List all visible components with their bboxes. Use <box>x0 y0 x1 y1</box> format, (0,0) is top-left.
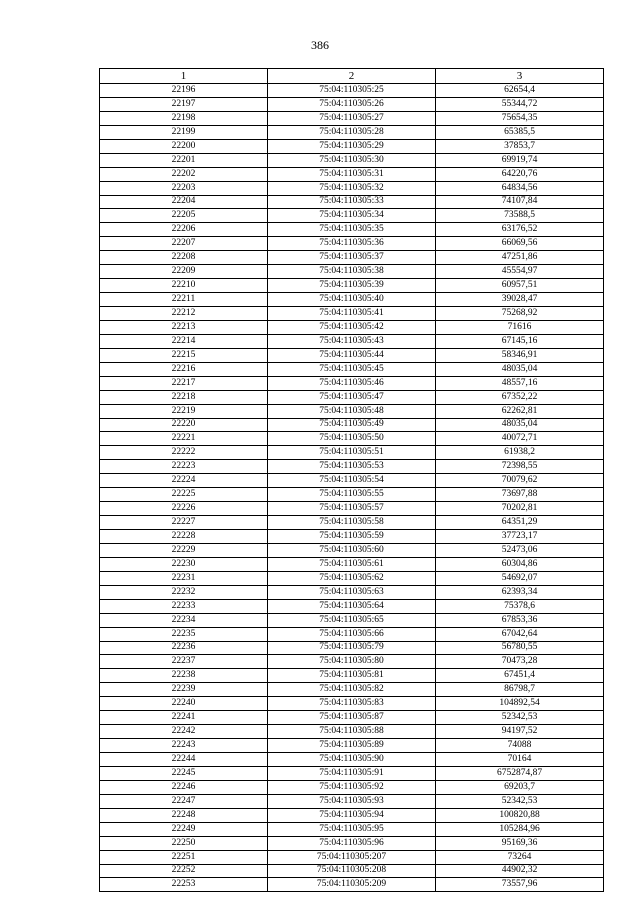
table-row <box>100 571 604 585</box>
row-number-cell: 22239 <box>100 683 268 697</box>
cadastral-number-cell: 75:04:110305:54 <box>268 474 436 488</box>
cadastral-number-cell: 75:04:110305:209 <box>268 878 436 892</box>
table-row <box>100 125 604 139</box>
row-number-cell: 22232 <box>100 585 268 599</box>
row-number-cell: 22214 <box>100 334 268 348</box>
table-row <box>100 878 604 892</box>
row-number-cell: 22210 <box>100 279 268 293</box>
value-cell: 60957,51 <box>436 279 604 293</box>
table-row <box>100 84 604 98</box>
value-cell: 74107,84 <box>436 195 604 209</box>
value-cell: 52473,06 <box>436 543 604 557</box>
cadastral-number-cell: 75:04:110305:90 <box>268 753 436 767</box>
value-cell: 62393,34 <box>436 585 604 599</box>
row-number-cell: 22205 <box>100 209 268 223</box>
cadastral-number-cell: 75:04:110305:48 <box>268 404 436 418</box>
table-header <box>100 69 604 84</box>
table-row <box>100 111 604 125</box>
value-cell: 64351,29 <box>436 516 604 530</box>
cadastral-number-cell: 75:04:110305:39 <box>268 279 436 293</box>
cadastral-number-cell: 75:04:110305:59 <box>268 530 436 544</box>
table-row <box>100 697 604 711</box>
row-number-cell: 22225 <box>100 488 268 502</box>
row-number-cell: 22221 <box>100 432 268 446</box>
cadastral-number-cell: 75:04:110305:92 <box>268 780 436 794</box>
table-row <box>100 348 604 362</box>
table-body <box>100 84 604 892</box>
table-row <box>100 320 604 334</box>
value-cell: 37723,17 <box>436 530 604 544</box>
value-cell: 105284,96 <box>436 822 604 836</box>
cadastral-number-cell: 75:04:110305:45 <box>268 362 436 376</box>
value-cell: 62654,4 <box>436 84 604 98</box>
cadastral-number-cell: 75:04:110305:83 <box>268 697 436 711</box>
value-cell: 64220,76 <box>436 167 604 181</box>
row-number-cell: 22249 <box>100 822 268 836</box>
page-number: 386 <box>311 38 329 52</box>
row-number-cell: 22253 <box>100 878 268 892</box>
table-row <box>100 446 604 460</box>
row-number-cell: 22248 <box>100 808 268 822</box>
cadastral-number-cell: 75:04:110305:96 <box>268 836 436 850</box>
cadastral-number-cell: 75:04:110305:32 <box>268 181 436 195</box>
table-row <box>100 655 604 669</box>
cadastral-number-cell: 75:04:110305:42 <box>268 320 436 334</box>
table-row <box>100 753 604 767</box>
table-row <box>100 362 604 376</box>
row-number-cell: 22242 <box>100 725 268 739</box>
row-number-cell: 22207 <box>100 237 268 251</box>
row-number-cell: 22228 <box>100 530 268 544</box>
cadastral-number-cell: 75:04:110305:35 <box>268 223 436 237</box>
value-cell: 48035,04 <box>436 362 604 376</box>
table-row <box>100 669 604 683</box>
value-cell: 69919,74 <box>436 153 604 167</box>
value-cell: 48557,16 <box>436 376 604 390</box>
value-cell: 58346,91 <box>436 348 604 362</box>
value-cell: 40072,71 <box>436 432 604 446</box>
value-cell: 65385,5 <box>436 125 604 139</box>
row-number-cell: 22237 <box>100 655 268 669</box>
row-number-cell: 22198 <box>100 111 268 125</box>
value-cell: 37853,7 <box>436 139 604 153</box>
cadastral-number-cell: 75:04:110305:94 <box>268 808 436 822</box>
value-cell: 73557,96 <box>436 878 604 892</box>
table-row <box>100 97 604 111</box>
table-row <box>100 181 604 195</box>
row-number-cell: 22213 <box>100 320 268 334</box>
value-cell: 52342,53 <box>436 794 604 808</box>
row-number-cell: 22238 <box>100 669 268 683</box>
value-cell: 70473,28 <box>436 655 604 669</box>
table-row <box>100 153 604 167</box>
row-number-cell: 22245 <box>100 766 268 780</box>
value-cell: 67352,22 <box>436 390 604 404</box>
cadastral-number-cell: 75:04:110305:36 <box>268 237 436 251</box>
row-number-cell: 22252 <box>100 864 268 878</box>
row-number-cell: 22203 <box>100 181 268 195</box>
cadastral-number-cell: 75:04:110305:65 <box>268 613 436 627</box>
cadastral-number-cell: 75:04:110305:25 <box>268 84 436 98</box>
value-cell: 39028,47 <box>436 293 604 307</box>
table-row <box>100 279 604 293</box>
cadastral-number-cell: 75:04:110305:63 <box>268 585 436 599</box>
value-cell: 56780,55 <box>436 641 604 655</box>
row-number-cell: 22241 <box>100 711 268 725</box>
value-cell: 73697,88 <box>436 488 604 502</box>
row-number-cell: 22216 <box>100 362 268 376</box>
table-row <box>100 808 604 822</box>
cadastral-number-cell: 75:04:110305:40 <box>268 293 436 307</box>
value-cell: 104892,54 <box>436 697 604 711</box>
table-row <box>100 641 604 655</box>
table-row <box>100 711 604 725</box>
cadastral-number-cell: 75:04:110305:28 <box>268 125 436 139</box>
table-row <box>100 599 604 613</box>
value-cell: 75654,35 <box>436 111 604 125</box>
value-cell: 73264 <box>436 850 604 864</box>
value-cell: 52342,53 <box>436 711 604 725</box>
value-cell: 67042,64 <box>436 627 604 641</box>
value-cell: 70202,81 <box>436 502 604 516</box>
cadastral-number-cell: 75:04:110305:95 <box>268 822 436 836</box>
row-number-cell: 22196 <box>100 84 268 98</box>
cadastral-number-cell: 75:04:110305:43 <box>268 334 436 348</box>
table-row <box>100 474 604 488</box>
table-row <box>100 307 604 321</box>
data-table <box>99 68 604 892</box>
value-cell: 74088 <box>436 739 604 753</box>
row-number-cell: 22200 <box>100 139 268 153</box>
table-row <box>100 293 604 307</box>
row-number-cell: 22233 <box>100 599 268 613</box>
value-cell: 73588,5 <box>436 209 604 223</box>
cadastral-number-cell: 75:04:110305:89 <box>268 739 436 753</box>
row-number-cell: 22235 <box>100 627 268 641</box>
row-number-cell: 22244 <box>100 753 268 767</box>
row-number-cell: 22240 <box>100 697 268 711</box>
value-cell: 6752874,87 <box>436 766 604 780</box>
value-cell: 60304,86 <box>436 557 604 571</box>
table-row <box>100 780 604 794</box>
table-row <box>100 627 604 641</box>
value-cell: 63176,52 <box>436 223 604 237</box>
value-cell: 69203,7 <box>436 780 604 794</box>
table-row <box>100 488 604 502</box>
cadastral-number-cell: 75:04:110305:33 <box>268 195 436 209</box>
row-number-cell: 22197 <box>100 97 268 111</box>
column-header-2: 2 <box>268 69 436 84</box>
table-row <box>100 223 604 237</box>
table-row <box>100 502 604 516</box>
cadastral-number-cell: 75:04:110305:207 <box>268 850 436 864</box>
row-number-cell: 22229 <box>100 543 268 557</box>
value-cell: 62262,81 <box>436 404 604 418</box>
table-row <box>100 334 604 348</box>
value-cell: 70164 <box>436 753 604 767</box>
table-row <box>100 850 604 864</box>
row-number-cell: 22234 <box>100 613 268 627</box>
value-cell: 47251,86 <box>436 251 604 265</box>
table-row <box>100 794 604 808</box>
value-cell: 75268,92 <box>436 307 604 321</box>
value-cell: 54692,07 <box>436 571 604 585</box>
row-number-cell: 22226 <box>100 502 268 516</box>
column-header-1: 1 <box>100 69 268 84</box>
row-number-cell: 22222 <box>100 446 268 460</box>
table-row <box>100 376 604 390</box>
cadastral-number-cell: 75:04:110305:47 <box>268 390 436 404</box>
table-row <box>100 195 604 209</box>
value-cell: 75378,6 <box>436 599 604 613</box>
cadastral-number-cell: 75:04:110305:30 <box>268 153 436 167</box>
table-row <box>100 543 604 557</box>
row-number-cell: 22208 <box>100 251 268 265</box>
row-number-cell: 22250 <box>100 836 268 850</box>
cadastral-number-cell: 75:04:110305:57 <box>268 502 436 516</box>
cadastral-number-cell: 75:04:110305:81 <box>268 669 436 683</box>
value-cell: 95169,36 <box>436 836 604 850</box>
row-number-cell: 22236 <box>100 641 268 655</box>
cadastral-number-cell: 75:04:110305:55 <box>268 488 436 502</box>
cadastral-number-cell: 75:04:110305:31 <box>268 167 436 181</box>
table-row <box>100 139 604 153</box>
table-row <box>100 864 604 878</box>
cadastral-number-cell: 75:04:110305:58 <box>268 516 436 530</box>
cadastral-number-cell: 75:04:110305:82 <box>268 683 436 697</box>
row-number-cell: 22243 <box>100 739 268 753</box>
table-row <box>100 167 604 181</box>
row-number-cell: 22215 <box>100 348 268 362</box>
row-number-cell: 22217 <box>100 376 268 390</box>
cadastral-number-cell: 75:04:110305:88 <box>268 725 436 739</box>
cadastral-number-cell: 75:04:110305:93 <box>268 794 436 808</box>
row-number-cell: 22230 <box>100 557 268 571</box>
cadastral-number-cell: 75:04:110305:91 <box>268 766 436 780</box>
table-row <box>100 265 604 279</box>
cadastral-number-cell: 75:04:110305:27 <box>268 111 436 125</box>
table-row <box>100 766 604 780</box>
value-cell: 72398,55 <box>436 460 604 474</box>
row-number-cell: 22204 <box>100 195 268 209</box>
value-cell: 67145,16 <box>436 334 604 348</box>
cadastral-number-cell: 75:04:110305:26 <box>268 97 436 111</box>
table-row <box>100 209 604 223</box>
row-number-cell: 22202 <box>100 167 268 181</box>
row-number-cell: 22219 <box>100 404 268 418</box>
cadastral-number-cell: 75:04:110305:79 <box>268 641 436 655</box>
cadastral-number-cell: 75:04:110305:60 <box>268 543 436 557</box>
cadastral-number-cell: 75:04:110305:87 <box>268 711 436 725</box>
row-number-cell: 22220 <box>100 418 268 432</box>
table-row <box>100 530 604 544</box>
row-number-cell: 22211 <box>100 293 268 307</box>
row-number-cell: 22199 <box>100 125 268 139</box>
row-number-cell: 22223 <box>100 460 268 474</box>
value-cell: 66069,56 <box>436 237 604 251</box>
table-row <box>100 404 604 418</box>
value-cell: 67853,36 <box>436 613 604 627</box>
cadastral-number-cell: 75:04:110305:49 <box>268 418 436 432</box>
cadastral-number-cell: 75:04:110305:41 <box>268 307 436 321</box>
cadastral-number-cell: 75:04:110305:51 <box>268 446 436 460</box>
cadastral-number-cell: 75:04:110305:53 <box>268 460 436 474</box>
value-cell: 86798,7 <box>436 683 604 697</box>
table-row <box>100 739 604 753</box>
table-row <box>100 237 604 251</box>
cadastral-number-cell: 75:04:110305:44 <box>268 348 436 362</box>
cadastral-number-cell: 75:04:110305:80 <box>268 655 436 669</box>
value-cell: 71616 <box>436 320 604 334</box>
row-number-cell: 22201 <box>100 153 268 167</box>
table-row <box>100 683 604 697</box>
row-number-cell: 22231 <box>100 571 268 585</box>
row-number-cell: 22247 <box>100 794 268 808</box>
value-cell: 64834,56 <box>436 181 604 195</box>
cadastral-number-cell: 75:04:110305:37 <box>268 251 436 265</box>
cadastral-number-cell: 75:04:110305:46 <box>268 376 436 390</box>
value-cell: 94197,52 <box>436 725 604 739</box>
table-row <box>100 613 604 627</box>
column-header-3: 3 <box>436 69 604 84</box>
row-number-cell: 22251 <box>100 850 268 864</box>
cadastral-number-cell: 75:04:110305:62 <box>268 571 436 585</box>
table-row <box>100 251 604 265</box>
cadastral-number-cell: 75:04:110305:64 <box>268 599 436 613</box>
table-row <box>100 725 604 739</box>
header-row <box>100 69 604 84</box>
cadastral-number-cell: 75:04:110305:38 <box>268 265 436 279</box>
table-row <box>100 836 604 850</box>
value-cell: 70079,62 <box>436 474 604 488</box>
table-row <box>100 822 604 836</box>
row-number-cell: 22206 <box>100 223 268 237</box>
value-cell: 55344,72 <box>436 97 604 111</box>
value-cell: 48035,04 <box>436 418 604 432</box>
table-row <box>100 432 604 446</box>
value-cell: 61938,2 <box>436 446 604 460</box>
table-row <box>100 516 604 530</box>
table-row <box>100 460 604 474</box>
row-number-cell: 22227 <box>100 516 268 530</box>
row-number-cell: 22212 <box>100 307 268 321</box>
table-row <box>100 585 604 599</box>
cadastral-number-cell: 75:04:110305:34 <box>268 209 436 223</box>
table-row <box>100 557 604 571</box>
table-row <box>100 418 604 432</box>
row-number-cell: 22209 <box>100 265 268 279</box>
table-row <box>100 390 604 404</box>
row-number-cell: 22224 <box>100 474 268 488</box>
row-number-cell: 22218 <box>100 390 268 404</box>
value-cell: 45554,97 <box>436 265 604 279</box>
cadastral-number-cell: 75:04:110305:66 <box>268 627 436 641</box>
value-cell: 100820,88 <box>436 808 604 822</box>
cadastral-number-cell: 75:04:110305:61 <box>268 557 436 571</box>
cadastral-number-cell: 75:04:110305:29 <box>268 139 436 153</box>
row-number-cell: 22246 <box>100 780 268 794</box>
cadastral-number-cell: 75:04:110305:208 <box>268 864 436 878</box>
value-cell: 67451,4 <box>436 669 604 683</box>
cadastral-number-cell: 75:04:110305:50 <box>268 432 436 446</box>
value-cell: 44902,32 <box>436 864 604 878</box>
